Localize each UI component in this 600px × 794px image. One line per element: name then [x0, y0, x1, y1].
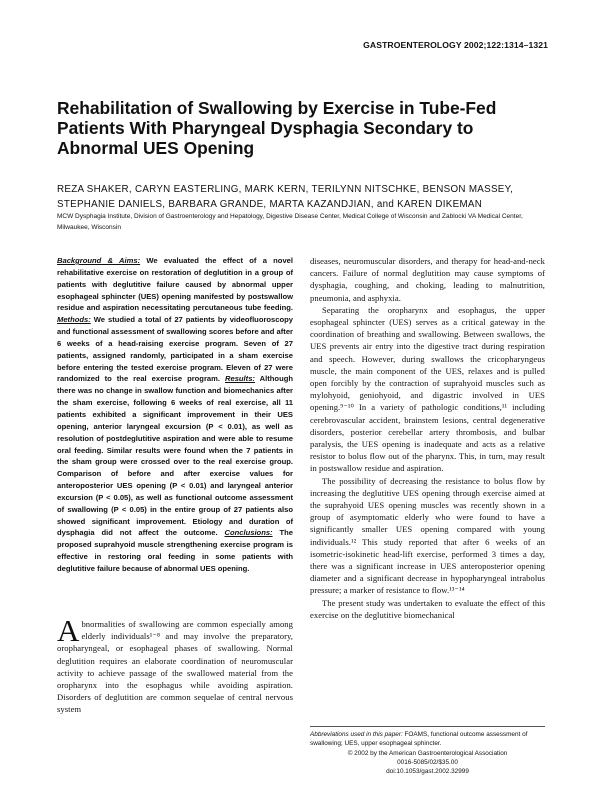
introduction-paragraph: [57, 613, 293, 716]
body-paragraph-4: The present study was undertaken to evaluate the effect of this exercise on the deglutitive biomechanical: [310, 597, 545, 620]
abstract-text-methods: We studied a total of 27 patients by videofluoroscopy and functional assessment of swallowing scores before and after 6 weeks of a head-raising exercise program. Seven of 27 patients, assigned randomly, participated in a sham exercise before entering the tested exercise program. Eleven of 27 were randomized to the real exercise program.: [57, 315, 293, 384]
body-paragraph-2: Separating the oropharynx and esophagus, the upper esophageal sphincter (UES) serves as a critical gateway in the coordination of breathing and swallowing. Between swallows, the UES prevents air entry into the digestive tract during respiration and speech. However, during swallows the cricopharyngeus muscle, the main component of the UES, relaxes and is pulled open forcibly by the contraction of suprahyoid muscles such as mylohyoid, geniohyoid, and digastric involved in UES opening.⁹⁻¹⁰ In a variety of pathologic conditions,¹¹ including cerebrovascular accident, brainstem lesions, central degenerative disorders, posterior cerebellar artery thrombosis, and bulbar paralysis, the UES opening is inadequate and acts as a relative resistor to bolus flow out of the pharynx. This, in turn, may result in postswallow residue and aspiration.: [310, 304, 545, 474]
abstract: [57, 255, 293, 575]
issn-line: 0016-5085/02/$35.00: [397, 758, 458, 766]
body-paragraph-3: The possibility of decreasing the resistance to bolus flow by increasing the deglutitive UES opening through exercise aimed at the suprahyoid UES opening muscles was recently shown in a group of asymptomatic elderly who were found to have a significantly smaller UES opening compared with young individuals.¹² This study reported that after 6 weeks of an isometric-isokinetic head-lift exercise, performed 3 times a day, there was a significant increase in UES anteroposterior opening diameter and a significant decrease in hypopharyngeal intrabolus pressure; a marker of resistance to flow.¹³⁻¹⁴: [310, 475, 545, 596]
abstract-label-conclusions: Conclusions:: [224, 528, 273, 538]
author-list: [57, 182, 577, 212]
abstract-text-results: Although there was no change in swallow function and biomechanics after the sham exercise, following 6 weeks of real exercise, all 11 patients exhibited a significant improvement in their UES opening, anterior laryngeal excursion (P < 0.01), as well as resolution of postdeglutitive aspiration and were able to resume oral feeding. Similar results were found when the 7 patients in the sham group were crossed over to the real exercise group. Comparison of before and after exercise values for anteroposterior UES opening (P < 0.01) and laryngeal anterior excursion (P < 0.05), as well as functional outcome assessment of swallowing (P < 0.05) in the entire group of 27 patients also showed significant improvement. Etiology and duration of dysphagia did not affect the outcome.: [57, 374, 293, 538]
author-line-2: STEPHANIE DANIELS, BARBARA GRANDE, MARTA KAZANDJIAN, and KAREN DIKEMAN: [57, 199, 483, 211]
body-paragraph-1: diseases, neuromuscular disorders, and therapy for head-and-neck cancers. Failure of normal deglutition may cause symptoms of dysphagia, coughing, and choking, leading to malnutrition, pneumonia, and asphyxia.: [310, 256, 545, 303]
abstract-text-conclusions: The proposed suprahyoid muscle strengthening exercise program is effective in restoring oral feeding in some patients with deglutitive failure because of abnormal UES opening.: [57, 528, 293, 573]
journal-reference: GASTROENTEROLOGY 2002;122:1314–1321: [363, 40, 548, 50]
author-line-1: REZA SHAKER, CARYN EASTERLING, MARK KERN, TERILYNN NITSCHKE, BENSON MASSEY,: [57, 184, 514, 195]
article-title: Rehabilitation of Swallowing by Exercise in Tube-Fed Patients With Pharyngeal Dysphagia Secondary to Abnormal UES Opening: [57, 98, 497, 159]
drop-cap: A: [57, 613, 80, 648]
doi-line: doi:10.1053/gast.2002.32999: [386, 768, 469, 776]
abstract-label-results: Results:: [224, 374, 255, 384]
abbreviations-note: [310, 730, 545, 749]
abbreviations-label: Abbreviations used in this paper:: [310, 731, 403, 738]
affiliation: MCW Dysphagia Institute, Division of Gastroenterology and Hepatology, Digestive Disease Center, Medical College of Wisconsin and Zablocki VA Medical Center, Milwaukee, Wisconsin: [57, 213, 523, 232]
footnote: [310, 726, 545, 776]
right-column-body: [310, 255, 545, 621]
abstract-label-methods: Methods:: [57, 315, 91, 325]
abstract-text-background: We evaluated the effect of a novel rehabilitative exercise on restoration of deglutition in a group of patients with deglutitive failure caused by abnormal upper esophageal sphincter (UES) opening manifested by postswallow residue and aspiration necessitating percutaneous tube feeding.: [57, 256, 293, 313]
abbreviations-text: FOAMS, functional outcome assessment of swallowing; UES, upper esophageal sphincter.: [310, 731, 528, 748]
copyright-line: © 2002 by the American Gastroenterological Association: [347, 749, 508, 757]
introduction-text: bnormalities of swallowing are common especially among elderly individuals¹⁻⁸ and may involve the preparatory, oropharyngeal, or esophageal phases of swallowing. Normal deglutition requires an elaborate coordination of neuromuscular activity to achieve passage of the swallowed material from the oropharynx into the esophagus while avoiding aspiration. Disorders of deglutition are common sequelae of central nervous system: [57, 619, 293, 715]
abstract-label-background: Background & Aims:: [57, 256, 141, 265]
